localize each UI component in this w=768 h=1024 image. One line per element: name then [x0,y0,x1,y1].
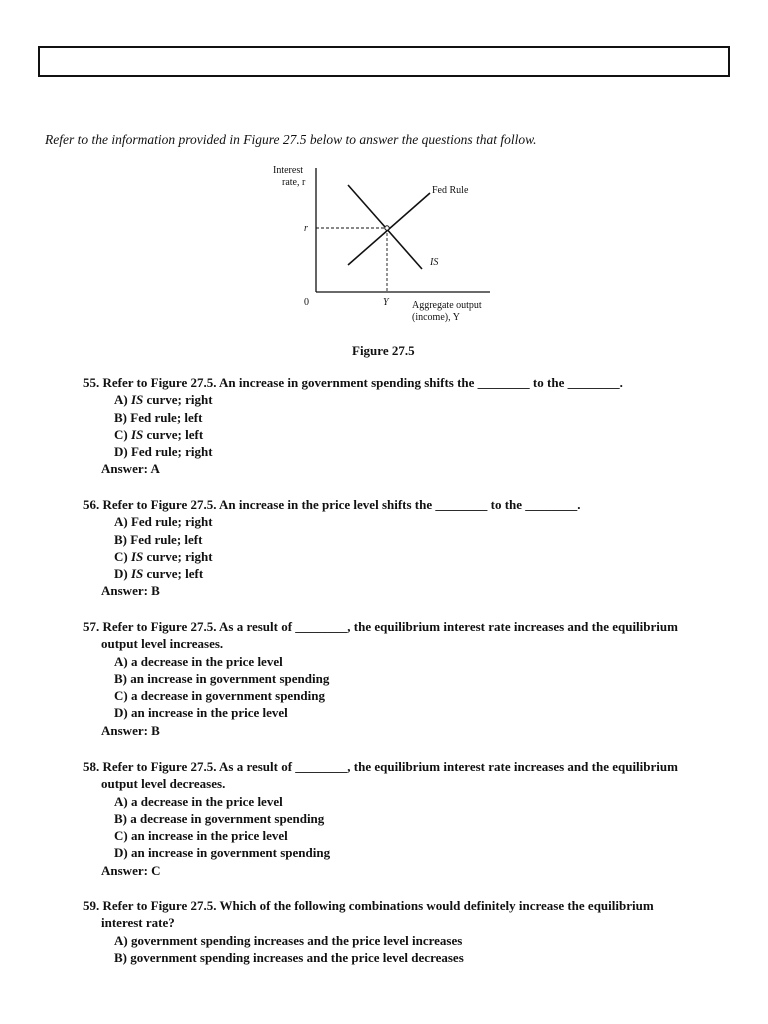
option-a: A) Fed rule; right [114,514,213,530]
option-d: D) Fed rule; right [114,444,213,460]
intro-text: Refer to the information provided in Figure 27.5 below to answer the questions that follow. [45,132,537,147]
question-59 [83,897,743,966]
y-axis-label-2: rate, r [282,177,306,188]
question-57 [83,618,743,739]
option-c: C) an increase in the price level [114,828,288,844]
figure-27-5 [262,160,522,335]
option-b: B) an increase in government spending [114,670,330,686]
question-stem: 56. Refer to Figure 27.5. An increase in the price level shifts the ________ to the ________. [83,497,581,512]
x-axis-label-2: (income), Y [412,312,460,323]
question-stem-cont: output level decreases. [101,776,226,792]
option-a: A) IS curve; right [114,392,213,408]
option-b: B) a decrease in government spending [114,810,325,826]
fed-rule-label: Fed Rule [432,185,469,196]
answer: Answer: C [101,862,161,878]
figure-caption: Figure 27.5 [352,343,415,358]
option-b: B) Fed rule; left [114,409,203,425]
answer: Answer: B [101,583,160,599]
option-d: D) an increase in the price level [114,705,288,721]
answer: Answer: A [101,461,160,477]
question-stem-cont: output level increases. [101,636,224,652]
question-58 [83,758,743,879]
origin-label: 0 [304,297,309,308]
r-tick-label: r [304,223,308,234]
option-c: C) a decrease in government spending [114,688,326,704]
option-b: B) Fed rule; left [114,531,203,547]
question-stem-cont: interest rate? [101,915,175,931]
option-d: D) IS curve; left [114,566,204,582]
equilibrium-point [385,226,389,230]
question-stem: 55. Refer to Figure 27.5. An increase in government spending shifts the ________ to the ________. [83,375,623,390]
y-axis-label-1: Interest [273,165,303,176]
question-55 [83,374,743,478]
option-a: A) a decrease in the price level [114,653,283,669]
question-stem: 57. Refer to Figure 27.5. As a result of ________, the equilibrium interest rate increases and the equilibrium [83,619,678,634]
is-label: IS [430,257,439,268]
header-box [38,46,730,77]
x-axis-label-1: Aggregate output [412,300,482,311]
question-stem: 58. Refer to Figure 27.5. As a result of ________, the equilibrium interest rate increases and the equilibrium [83,759,678,774]
y-tick-label: Y [383,297,389,308]
option-c: C) IS curve; left [114,426,204,442]
answer: Answer: B [101,722,160,738]
option-a: A) a decrease in the price level [114,793,283,809]
option-d: D) an increase in government spending [114,845,331,861]
option-c: C) IS curve; right [114,548,213,564]
question-stem: 59. Refer to Figure 27.5. Which of the following combinations would definitely increase the equilibrium [83,898,654,913]
option-a: A) government spending increases and the price level increases [114,932,463,948]
option-b: B) government spending increases and the price level decreases [114,949,464,965]
question-56 [83,496,743,600]
